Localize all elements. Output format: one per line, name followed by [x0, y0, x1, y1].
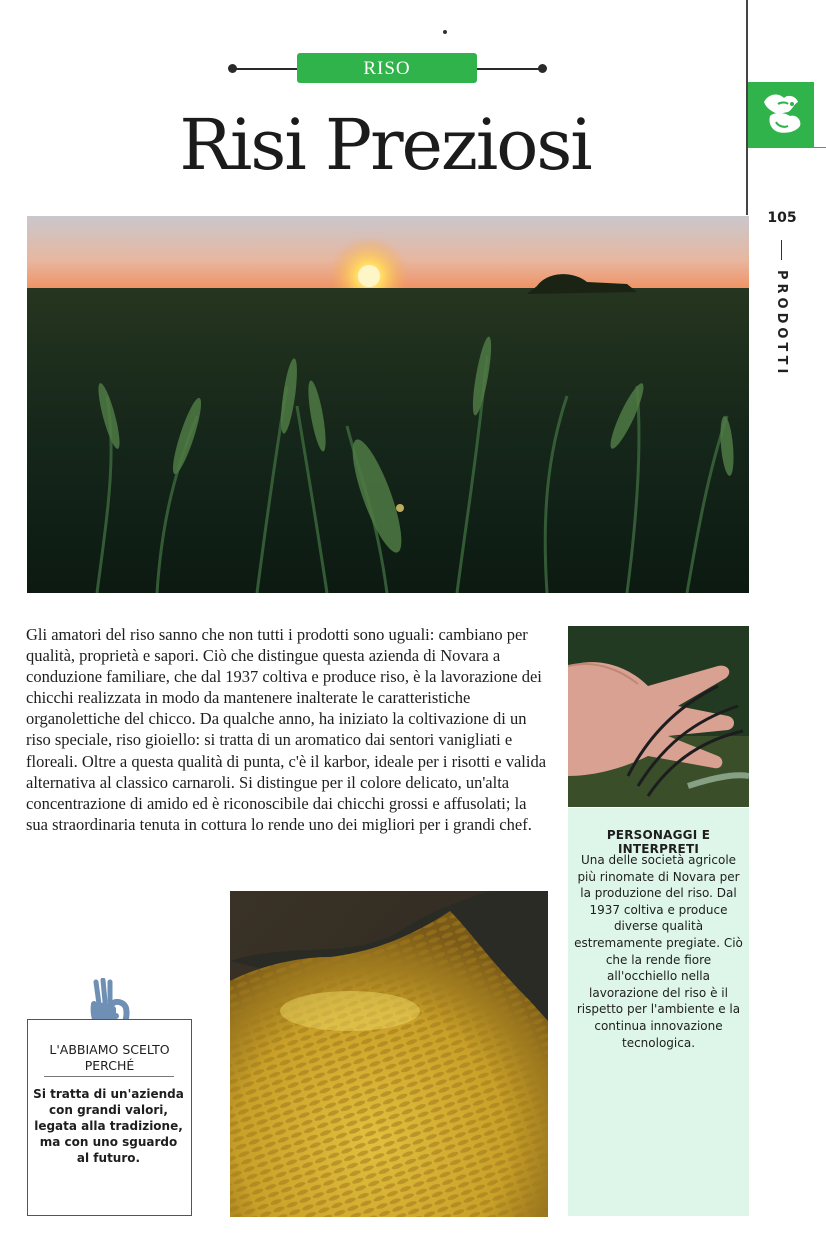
- header-rule-right: [477, 68, 542, 70]
- chosen-text: Si tratta di un'azienda con grandi valori, legata alla tradizione, ma con uno sguardo al futuro.: [33, 1087, 184, 1165]
- category-tab-rule: [814, 147, 826, 148]
- page-number: 105: [767, 210, 797, 226]
- chosen-divider: [44, 1076, 174, 1077]
- sidebar-text: Una delle società agricole più rinomate di Novara per la produzione del riso. Dal 1937 coltiva e produce diverse qualità estremamente pregiate. Ciò che la rende fiore all'occhiello nella lavorazione del riso è il rispetto per l'ambiente e la continua innovazione tecnologica.: [574, 853, 743, 1050]
- hand-with-leaf-icon: [748, 82, 814, 148]
- sidebar-title: PERSONAGGI E INTERPRETI: [606, 828, 711, 856]
- decorative-dot: [443, 30, 447, 34]
- photo-rice-grains: [230, 891, 548, 1217]
- section-label: RISO: [297, 53, 477, 83]
- chosen-title: L'ABBIAMO SCELTO PERCHÉ: [49, 1042, 170, 1073]
- page-title: Risi Preziosi: [179, 104, 591, 186]
- article-body: Gli amatori del riso sanno che non tutti i prodotti sono uguali: cambiano per qualità, proprietà e sapori. Ciò che distingue questa azienda di Novara a conduzione familiare, che dal 1937 coltiva e produce riso, è la lavorazione dei chicchi realizzata in modo da mantenere inalterate le caratteristiche organolettiche del chicco. Da qualche anno, ha iniziato la coltivazione di un riso speciale, riso gioiello: si tratta di un aromatico dai sentori vanigliati e floreali. Oltre a questa qualità di punta, c'è il karbor, ideale per i risotti e valida alternativa al classico carnaroli. Si distingue per il colore delicato, un'alta concentrazione di amido ed è riconoscibile dai chicchi grossi e affusolati; la sua straordinaria tenuta in cottura lo rende uno dei migliori per i grandi chef.: [26, 625, 547, 834]
- margin-separator: [781, 240, 782, 260]
- hero-photo-rice-field-sunset: [27, 216, 749, 593]
- category-tab: [748, 82, 814, 148]
- header-rule-dot-right: [538, 64, 547, 73]
- photo-hand-holding-rice: [568, 626, 749, 807]
- section-name-vertical: PRODOTTI: [774, 270, 789, 378]
- header-rule-left: [232, 68, 297, 70]
